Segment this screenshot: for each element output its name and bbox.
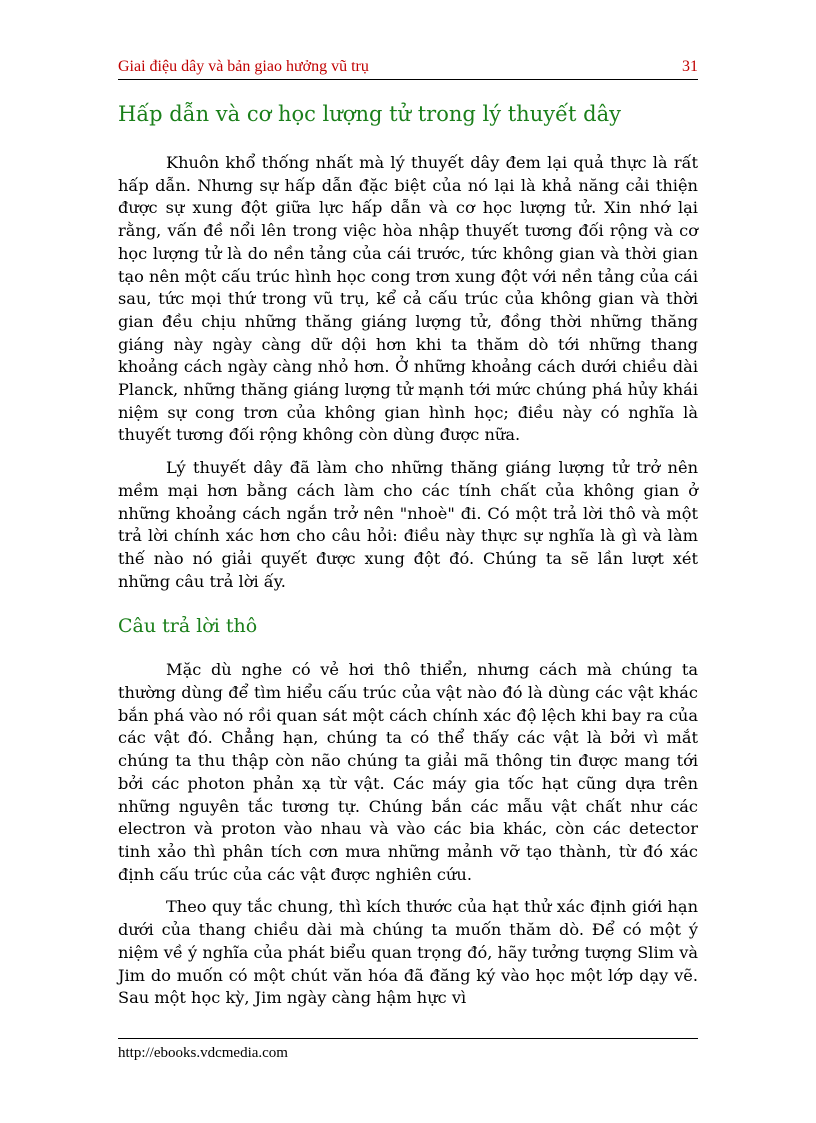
page-footer	[118, 1038, 698, 1062]
footer-url[interactable]: http://ebooks.vdcmedia.com	[118, 1045, 288, 1061]
paragraph: Lý thuyết dây đã làm cho những thăng giáng lượng tử trở nên mềm mại hơn bằng cách làm cho các tính chất của không gian ở những khoảng cách ngắn trở nên "nhoè" đi. Có một trả lời thô và một trả lời chính xác hơn cho câu hỏi: điều này thực sự nghĩa là gì và làm thế nào nó giải quyết được xung đột đó. Chúng ta sẽ lần lượt xét những câu trả lời ấy.	[118, 458, 698, 591]
paragraph: Khuôn khổ thống nhất mà lý thuyết dây đem lại quả thực là rất hấp dẫn. Nhưng sự hấp dẫn đặc biệt của nó lại là khả năng cải thiện được sự xung đột giữa lực hấp dẫn và cơ học lượng tử. Xin nhớ lại rằng, vấn đề nổi lên trong việc hòa nhập thuyết tương đối rộng và cơ học lượng tử là do nền tảng của cái trước, tức không gian và thời gian tạo nên một cấu trúc hình học cong trơn xung đột với nền tảng của cái sau, tức mọi thứ trong vũ trụ, kể cả cấu trúc của không gian và thời gian đều chịu những thăng giáng lượng tử, đồng thời những thăng giáng này ngày càng dữ dội hơn khi ta thăm dò tới những thang khoảng cách ngày càng nhỏ hơn. Ở những khoảng cách dưới chiều dài Planck, những thăng giáng lượng tử mạnh tới mức chúng phá hủy khái niệm sự cong trơn của không gian hình học; điều này có nghĩa là thuyết tương đối rộng không còn dùng được nữa.	[118, 153, 698, 445]
page-content	[118, 58, 698, 1020]
paragraph: Mặc dù nghe có vẻ hơi thô thiển, nhưng cách mà chúng ta thường dùng để tìm hiểu cấu trúc của vật nào đó là dùng các vật khác bắn phá vào nó rồi quan sát một cách chính xác độ lệch khi bay ra của các vật đó. Chẳng hạn, chúng ta có thể thấy các vật là bởi vì mắt chúng ta thu thập còn não chúng ta giải mã thông tin được mang tới bởi các photon phản xạ từ vật. Các máy gia tốc hạt cũng dựa trên những nguyên tắc tương tự. Chúng bắn các mẫu vật chất như các electron và proton vào nhau và vào các bia khác, còn các detector tinh xảo thì phân tích cơn mưa những mảnh vỡ tạo thành, từ đó xác định cấu trúc của các vật được nghiên cứu.	[118, 660, 698, 884]
section-heading: Hấp dẫn và cơ học lượng tử trong lý thuyết dây	[118, 102, 621, 126]
page-number: 31	[682, 58, 698, 75]
section-heading: Câu trả lời thô	[118, 615, 258, 638]
running-header	[118, 58, 698, 80]
book-title: Giai điệu dây và bản giao hưởng vũ trụ	[118, 58, 369, 75]
paragraph: Theo quy tắc chung, thì kích thước của hạt thử xác định giới hạn dưới của thang chiều dài mà chúng ta muốn thăm dò. Để có một ý niệm về ý nghĩa của phát biểu quan trọng đó, hãy tưởng tượng Slim và Jim do muốn có một chút văn hóa đã đăng ký vào học một lớp dạy vẽ. Sau một học kỳ, Jim ngày càng hậm hực vì	[118, 897, 698, 1008]
